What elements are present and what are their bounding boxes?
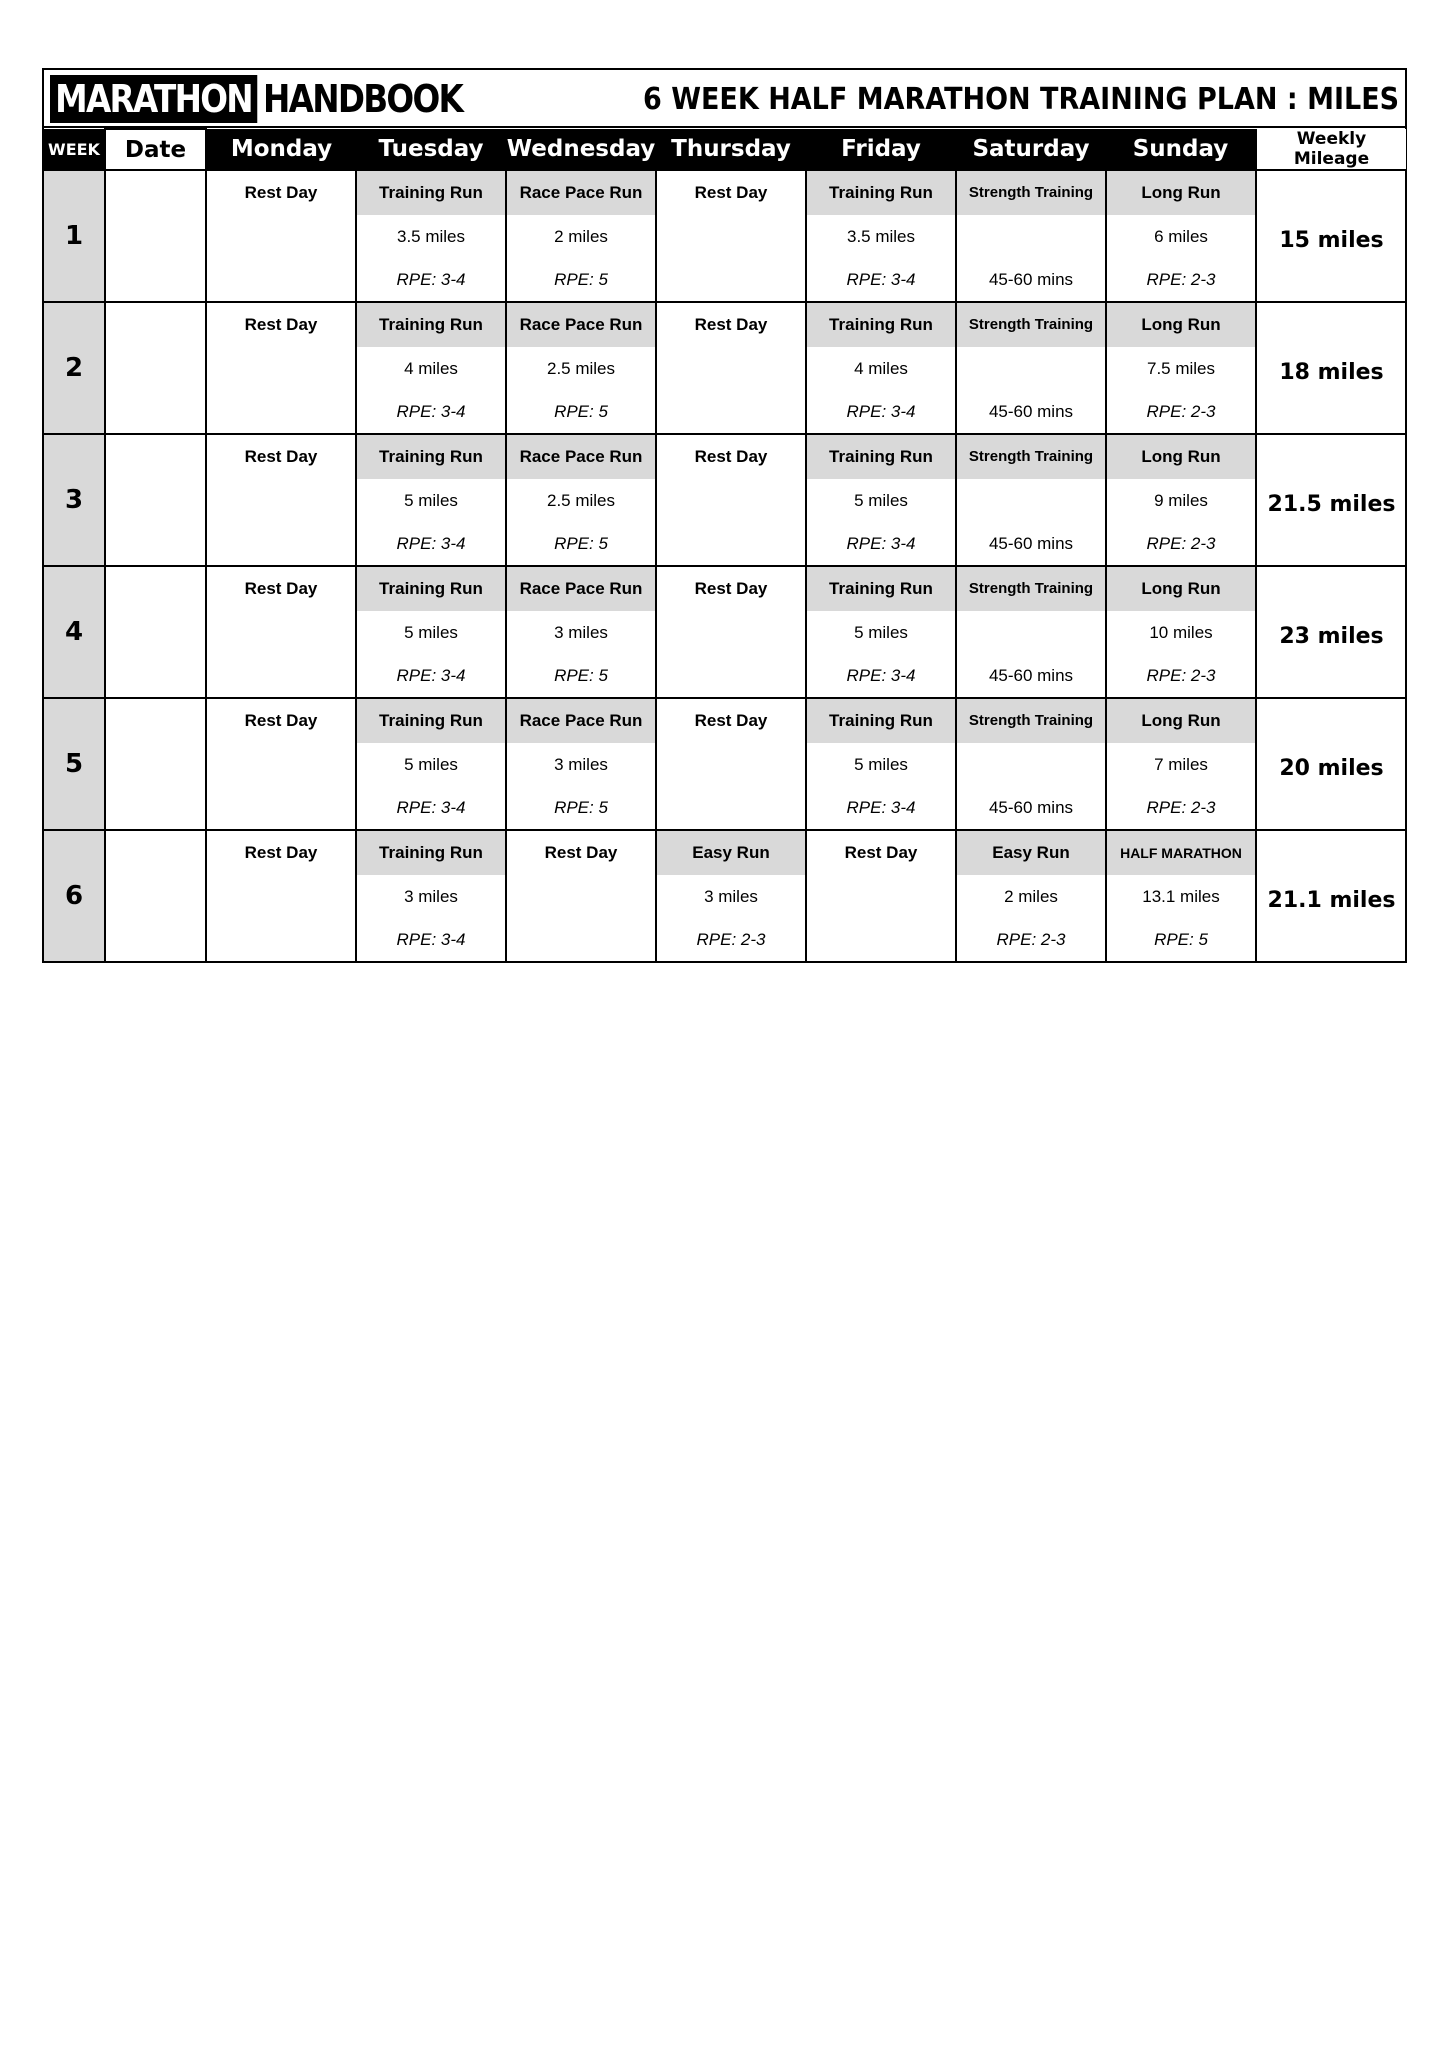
day-cell xyxy=(206,698,356,830)
day-content xyxy=(507,831,655,961)
day-cell xyxy=(506,170,656,302)
activity-label: Rest Day xyxy=(244,579,318,598)
day-cell xyxy=(806,302,956,434)
marathon-handbook-logo xyxy=(50,75,494,123)
distance-label: 2.5 miles xyxy=(546,359,616,378)
day-cell xyxy=(506,830,656,961)
activity-label: Training Run xyxy=(357,831,505,875)
day-cell xyxy=(356,170,506,302)
distance-label: 5 miles xyxy=(854,623,908,642)
day-cell xyxy=(356,830,506,961)
week-number: 6 xyxy=(44,830,105,961)
day-cell xyxy=(506,698,656,830)
distance-label: 2 miles xyxy=(1004,887,1058,906)
week-row xyxy=(44,170,1406,302)
day-content xyxy=(957,831,1105,961)
weekly-mileage: 23 miles xyxy=(1256,566,1406,698)
activity-label: Rest Day xyxy=(694,183,768,202)
weekly-mileage: 18 miles xyxy=(1256,302,1406,434)
rpe-label: 45-60 mins xyxy=(988,666,1074,685)
day-content xyxy=(357,435,505,565)
day-cell xyxy=(506,566,656,698)
activity-label: Rest Day xyxy=(844,843,918,862)
activity-label: Long Run xyxy=(1107,303,1255,347)
activity-label: Race Pace Run xyxy=(507,699,655,743)
day-content xyxy=(807,699,955,829)
day-cell xyxy=(356,302,506,434)
day-cell xyxy=(1106,830,1256,961)
day-content xyxy=(807,831,955,961)
day-content xyxy=(1107,567,1255,697)
rpe-label xyxy=(657,522,805,565)
activity-label: Strength Training xyxy=(957,567,1105,611)
week-number: 5 xyxy=(44,698,105,830)
day-content xyxy=(807,567,955,697)
distance-label: 5 miles xyxy=(404,491,458,510)
day-content xyxy=(507,567,655,697)
distance-label: 3 miles xyxy=(704,887,758,906)
day-content xyxy=(207,831,355,961)
distance-label: 7.5 miles xyxy=(1146,359,1216,378)
rpe-label: 45-60 mins xyxy=(988,534,1074,553)
activity-label: Easy Run xyxy=(657,831,805,875)
rpe-label: 45-60 mins xyxy=(988,798,1074,817)
distance-label xyxy=(207,347,355,390)
distance-label xyxy=(657,611,805,654)
day-cell xyxy=(956,434,1106,566)
activity-label: Easy Run xyxy=(957,831,1105,875)
distance-label xyxy=(657,479,805,522)
distance-label: 13.1 miles xyxy=(1142,887,1220,906)
rpe-label: RPE: 2-3 xyxy=(1146,666,1216,685)
day-content xyxy=(957,303,1105,433)
day-content xyxy=(1107,699,1255,829)
day-cell xyxy=(206,170,356,302)
day-content xyxy=(507,435,655,565)
day-content xyxy=(657,171,805,301)
rpe-label: RPE: 2-3 xyxy=(696,930,766,949)
rpe-label: RPE: 5 xyxy=(554,798,608,817)
distance-label: 5 miles xyxy=(404,623,458,642)
activity-label: Rest Day xyxy=(694,447,768,466)
day-cell xyxy=(656,830,806,961)
rpe-label xyxy=(807,918,955,961)
rpe-label: RPE: 3-4 xyxy=(846,270,916,289)
day-content xyxy=(807,435,955,565)
week-row xyxy=(44,434,1406,566)
date-cell[interactable] xyxy=(105,698,206,830)
distance-label: 4 miles xyxy=(404,359,458,378)
day-content xyxy=(357,171,505,301)
day-cell xyxy=(806,566,956,698)
day-content xyxy=(1107,303,1255,433)
activity-label: Race Pace Run xyxy=(507,435,655,479)
day-cell xyxy=(206,566,356,698)
activity-label: Long Run xyxy=(1107,699,1255,743)
week-row xyxy=(44,566,1406,698)
rpe-label xyxy=(207,918,355,961)
day-cell xyxy=(656,434,806,566)
distance-label: 2 miles xyxy=(554,227,608,246)
week-number: 4 xyxy=(44,566,105,698)
rpe-label xyxy=(657,654,805,697)
activity-label: Strength Training xyxy=(957,171,1105,215)
activity-label: Long Run xyxy=(1107,171,1255,215)
plan-body xyxy=(44,170,1406,961)
day-content xyxy=(957,567,1105,697)
activity-label: Rest Day xyxy=(244,183,318,202)
date-cell[interactable] xyxy=(105,566,206,698)
rpe-label: RPE: 3-4 xyxy=(846,798,916,817)
activity-label: Training Run xyxy=(807,303,955,347)
week-row xyxy=(44,302,1406,434)
rpe-label xyxy=(657,786,805,829)
distance-label: 3.5 miles xyxy=(846,227,916,246)
activity-label: Race Pace Run xyxy=(507,303,655,347)
distance-label: 5 miles xyxy=(404,755,458,774)
distance-label xyxy=(807,875,955,918)
distance-label xyxy=(657,347,805,390)
distance-label: 9 miles xyxy=(1154,491,1208,510)
activity-label: Rest Day xyxy=(544,843,618,862)
distance-label xyxy=(957,611,1105,654)
day-content xyxy=(657,699,805,829)
distance-label: 2.5 miles xyxy=(546,491,616,510)
activity-label: Rest Day xyxy=(244,711,318,730)
rpe-label: 45-60 mins xyxy=(988,270,1074,289)
activity-label: Rest Day xyxy=(694,711,768,730)
day-cell xyxy=(806,170,956,302)
day-content xyxy=(1107,435,1255,565)
day-cell xyxy=(806,830,956,961)
week-number: 3 xyxy=(44,434,105,566)
activity-label: Training Run xyxy=(357,303,505,347)
week-row xyxy=(44,830,1406,961)
distance-label xyxy=(207,743,355,786)
distance-label: 3 miles xyxy=(554,623,608,642)
day-content xyxy=(657,831,805,961)
distance-label xyxy=(957,347,1105,390)
rpe-label: RPE: 3-4 xyxy=(396,666,466,685)
activity-label: Strength Training xyxy=(957,699,1105,743)
distance-label xyxy=(957,479,1105,522)
activity-label: Rest Day xyxy=(244,447,318,466)
header-friday: Friday xyxy=(806,129,956,170)
date-cell[interactable] xyxy=(105,170,206,302)
rpe-label xyxy=(657,258,805,301)
day-content xyxy=(357,831,505,961)
day-cell xyxy=(206,830,356,961)
activity-label: Training Run xyxy=(357,435,505,479)
distance-label: 6 miles xyxy=(1154,227,1208,246)
day-content xyxy=(1107,171,1255,301)
rpe-label xyxy=(207,522,355,565)
rpe-label: 45-60 mins xyxy=(988,402,1074,421)
distance-label: 3.5 miles xyxy=(396,227,466,246)
rpe-label: RPE: 2-3 xyxy=(1146,270,1216,289)
activity-label: Strength Training xyxy=(957,303,1105,347)
day-cell xyxy=(656,170,806,302)
day-cell xyxy=(506,302,656,434)
day-cell xyxy=(356,434,506,566)
plan-title: 6 WEEK HALF MARATHON TRAINING PLAN : MILES xyxy=(642,82,1399,117)
activity-label: Long Run xyxy=(1107,435,1255,479)
day-cell xyxy=(506,434,656,566)
header-thursday: Thursday xyxy=(656,129,806,170)
activity-label: Rest Day xyxy=(244,315,318,334)
distance-label: 5 miles xyxy=(854,491,908,510)
weekly-mileage: 21.5 miles xyxy=(1256,434,1406,566)
activity-label: Training Run xyxy=(807,171,955,215)
distance-label xyxy=(207,611,355,654)
header-row xyxy=(44,129,1406,170)
activity-label: Training Run xyxy=(807,435,955,479)
week-number: 1 xyxy=(44,170,105,302)
header-tuesday: Tuesday xyxy=(356,129,506,170)
day-cell xyxy=(356,566,506,698)
day-content xyxy=(657,567,805,697)
activity-label: Training Run xyxy=(807,567,955,611)
activity-label: HALF MARATHON xyxy=(1107,831,1255,875)
day-content xyxy=(357,699,505,829)
header-wednesday: Wednesday xyxy=(506,129,656,170)
day-cell xyxy=(956,698,1106,830)
rpe-label: RPE: 5 xyxy=(554,402,608,421)
activity-label: Race Pace Run xyxy=(507,567,655,611)
day-content xyxy=(957,171,1105,301)
day-content xyxy=(807,303,955,433)
distance-label xyxy=(657,215,805,258)
distance-label: 3 miles xyxy=(554,755,608,774)
day-content xyxy=(507,303,655,433)
day-content xyxy=(657,435,805,565)
activity-label: Training Run xyxy=(807,699,955,743)
weekly-mileage: 15 miles xyxy=(1256,170,1406,302)
distance-label xyxy=(657,743,805,786)
distance-label xyxy=(507,875,655,918)
distance-label: 3 miles xyxy=(404,887,458,906)
header-monday: Monday xyxy=(206,129,356,170)
logo-marathon: MARATHON xyxy=(50,75,257,123)
rpe-label: RPE: 3-4 xyxy=(396,402,466,421)
activity-label: Rest Day xyxy=(694,579,768,598)
distance-label xyxy=(207,875,355,918)
day-cell xyxy=(956,566,1106,698)
day-cell xyxy=(956,302,1106,434)
rpe-label: RPE: 2-3 xyxy=(1146,402,1216,421)
rpe-label: RPE: 5 xyxy=(1154,930,1208,949)
distance-label xyxy=(207,215,355,258)
activity-label: Rest Day xyxy=(694,315,768,334)
training-plan-sheet xyxy=(42,68,1407,963)
day-content xyxy=(507,171,655,301)
day-cell xyxy=(1106,566,1256,698)
activity-label: Strength Training xyxy=(957,435,1105,479)
day-content xyxy=(207,303,355,433)
header-sunday: Sunday xyxy=(1106,129,1256,170)
header-weekly-mileage: Weekly Mileage xyxy=(1256,129,1406,170)
rpe-label xyxy=(207,654,355,697)
rpe-label xyxy=(507,918,655,961)
activity-label: Training Run xyxy=(357,171,505,215)
distance-label xyxy=(957,215,1105,258)
week-row xyxy=(44,698,1406,830)
day-content xyxy=(657,303,805,433)
rpe-label xyxy=(657,390,805,433)
rpe-label: RPE: 3-4 xyxy=(846,534,916,553)
rpe-label: RPE: 3-4 xyxy=(396,270,466,289)
day-content xyxy=(507,699,655,829)
day-content xyxy=(357,567,505,697)
rpe-label xyxy=(207,390,355,433)
rpe-label: RPE: 5 xyxy=(554,534,608,553)
date-cell[interactable] xyxy=(105,302,206,434)
header-week: WEEK xyxy=(44,129,105,170)
day-cell xyxy=(806,698,956,830)
header-saturday: Saturday xyxy=(956,129,1106,170)
day-content xyxy=(1107,831,1255,961)
activity-label: Long Run xyxy=(1107,567,1255,611)
day-content xyxy=(207,699,355,829)
distance-label: 7 miles xyxy=(1154,755,1208,774)
weekly-mileage: 20 miles xyxy=(1256,698,1406,830)
day-cell xyxy=(956,170,1106,302)
weekly-mileage: 21.1 miles xyxy=(1256,830,1406,961)
header-date: Date xyxy=(105,129,206,170)
date-cell[interactable] xyxy=(105,434,206,566)
distance-label: 5 miles xyxy=(854,755,908,774)
distance-label xyxy=(207,479,355,522)
day-cell xyxy=(1106,434,1256,566)
rpe-label xyxy=(207,786,355,829)
day-content xyxy=(807,171,955,301)
day-cell xyxy=(656,302,806,434)
rpe-label: RPE: 3-4 xyxy=(396,798,466,817)
rpe-label: RPE: 2-3 xyxy=(1146,798,1216,817)
day-cell xyxy=(656,566,806,698)
day-content xyxy=(357,303,505,433)
distance-label: 10 miles xyxy=(1149,623,1213,642)
day-content xyxy=(957,699,1105,829)
rpe-label: RPE: 5 xyxy=(554,270,608,289)
day-cell xyxy=(1106,698,1256,830)
date-cell[interactable] xyxy=(105,830,206,961)
day-cell xyxy=(656,698,806,830)
distance-label xyxy=(957,743,1105,786)
activity-label: Training Run xyxy=(357,567,505,611)
rpe-label: RPE: 3-4 xyxy=(396,534,466,553)
rpe-label: RPE: 2-3 xyxy=(996,930,1066,949)
day-cell xyxy=(1106,170,1256,302)
activity-label: Rest Day xyxy=(244,843,318,862)
activity-label: Training Run xyxy=(357,699,505,743)
day-cell xyxy=(206,434,356,566)
title-bar xyxy=(44,70,1405,128)
day-content xyxy=(957,435,1105,565)
rpe-label xyxy=(207,258,355,301)
day-cell xyxy=(206,302,356,434)
day-content xyxy=(207,567,355,697)
activity-label: Race Pace Run xyxy=(507,171,655,215)
day-cell xyxy=(956,830,1106,961)
rpe-label: RPE: 2-3 xyxy=(1146,534,1216,553)
day-cell xyxy=(806,434,956,566)
distance-label: 4 miles xyxy=(854,359,908,378)
week-number: 2 xyxy=(44,302,105,434)
rpe-label: RPE: 3-4 xyxy=(846,402,916,421)
plan-table xyxy=(44,128,1406,961)
logo-handbook: HANDBOOK xyxy=(262,77,462,121)
day-content xyxy=(207,435,355,565)
rpe-label: RPE: 3-4 xyxy=(396,930,466,949)
rpe-label: RPE: 3-4 xyxy=(846,666,916,685)
day-content xyxy=(207,171,355,301)
day-cell xyxy=(356,698,506,830)
rpe-label: RPE: 5 xyxy=(554,666,608,685)
day-cell xyxy=(1106,302,1256,434)
